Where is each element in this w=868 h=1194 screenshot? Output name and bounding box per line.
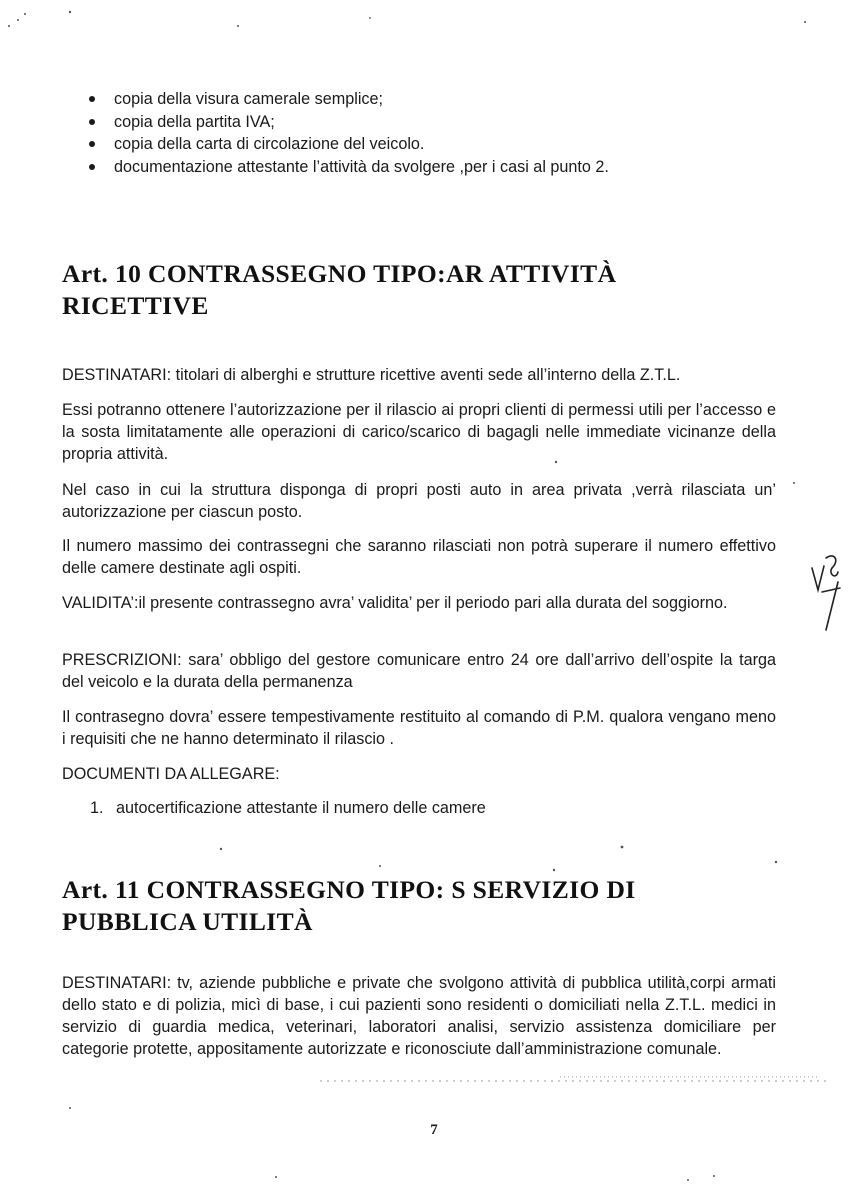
art11-destinatari: DESTINATARI: tv, aziende pubbliche e private che svolgono attività di pubblica utilità,corpi armati dello stato e di polizia, micì di base, i cui pazienti sono residenti o domiciliati nella Z.T.L. medici in servizio di guardia medica, veterinari, laboratori analisi, servizio assistenza domiciliare per categorie protette, appositamente autorizzate e riconosciute dall’amministrazione comunale. bbox=[62, 974, 776, 1058]
art10-documenti-label: DOCUMENTI DA ALLEGARE: bbox=[62, 765, 280, 783]
list-item: copia della partita IVA; bbox=[86, 111, 786, 134]
list-item-number: 1. bbox=[90, 799, 104, 817]
art11-heading-line2: PUBBLICA UTILITÀ bbox=[62, 907, 313, 936]
list-item: copia della carta di circolazione del veicolo. bbox=[86, 133, 786, 156]
list-item: copia della visura camerale semplice; bbox=[86, 88, 786, 111]
scan-noise-icon bbox=[320, 1077, 830, 1081]
art10-heading-line2: RICETTIVE bbox=[62, 291, 209, 320]
document-list bbox=[86, 88, 786, 178]
art10-paragraph-1: Essi potranno ottenere l’autorizzazione per il rilascio ai propri clienti di permessi utili per l’accesso e la sosta limitatamente alle operazioni di carico/scarico di bagagli nelle immediate vicinanze della propria attività. bbox=[62, 401, 776, 463]
art10-heading-line1: Art. 10 CONTRASSEGNO TIPO:AR ATTIVITÀ bbox=[62, 259, 617, 288]
art10-validita: VALIDITA’:il presente contrassegno avra’ validita’ per il periodo pari alla durata del soggiorno. bbox=[62, 594, 728, 612]
art10-paragraph-2: Nel caso in cui la struttura disponga di propri posti auto in area privata ,verrà rilasciata un’ autorizzazione per ciascun posto. bbox=[62, 481, 776, 521]
handwritten-initials-icon bbox=[812, 556, 840, 630]
art10-restituzione: Il contrasegno dovra’ essere tempestivamente restituito al comando di P.M. qualora vengano meno i requisiti che ne hanno determinato il rilascio . bbox=[62, 708, 776, 748]
list-item: documentazione attestante l’attività da svolgere ,per i casi al punto 2. bbox=[86, 156, 786, 179]
art10-heading bbox=[62, 258, 762, 322]
art10-prescrizioni: PRESCRIZIONI: sara’ obbligo del gestore comunicare entro 24 ore dall’arrivo dell’ospite la targa del veicolo e la durata della permanenza bbox=[62, 651, 776, 691]
list-item-text: autocertificazione attestante il numero delle camere bbox=[116, 799, 486, 817]
page-number: 7 bbox=[430, 1122, 438, 1138]
art10-destinatari: DESTINATARI: titolari di alberghi e strutture ricettive aventi sede all’interno della Z.T.L. bbox=[62, 366, 681, 384]
art10-paragraph-3: Il numero massimo dei contrassegni che saranno rilasciati non potrà superare il numero effettivo delle camere destinate agli ospiti. bbox=[62, 537, 776, 577]
art11-heading bbox=[62, 874, 762, 938]
art10-documenti-item bbox=[90, 797, 486, 819]
art11-heading-line1: Art. 11 CONTRASSEGNO TIPO: S SERVIZIO DI bbox=[62, 875, 636, 904]
